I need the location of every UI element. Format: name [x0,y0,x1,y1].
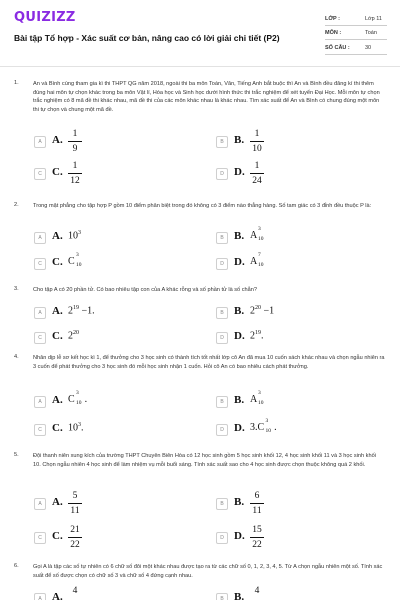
option-a[interactable]: A A. C 3 10 . [34,390,189,414]
fraction: 15 22 [250,524,264,551]
question-5: 5. Đội thanh niên xung kích của trường THPT Chuyên Biên Hòa có 12 học sinh gồm 5 học sinh khối 12, 4 học sinh khối 11 và 3 học sinh khối 10. Chọn ngẫu nhiên 4 học sinh để làm nhiệm vụ mỗi buổi sáng. Tính xác suất sao cho 4 học sinh được chọn thuộc không quá 2 khối. A A. 5 11 B B. 6 11 C C. 21 22 D D. 15 22 [14,452,386,554]
fraction: 1 12 [68,160,82,187]
option-a[interactable]: A A. $10^3$ [34,226,189,250]
question-1: 1. An và Bình cùng tham gia kì thi THPT QG năm 2018, ngoài thi ba môn Toán, Văn, Tiếng Anh bắt buộc thì An và Bình đều đăng kí thi thêm đúng hai môn tự chọn khác trong ba môn Vật lí, Hóa học và Sinh học dưới hình thức thi trắc nghiệm để xét tuyển Đại Học. Mỗi môn tự chọn trắc nghiệm có 8 mã đề thi khác nhau, mã đề thi của các môn khác nhau là khác nhau. Tìm xác suất để An và Bình có chung đúng một môn thi tự chọn và chung một mã đề. A A. 1 9 B B. 1 10 C C. 1 12 D D. 1 24 [14,80,386,190]
fraction: 5 11 [68,490,82,517]
question-6: 6. Gọi A là tập các số tự nhiên có 6 chữ số đôi một khác nhau được tạo ra từ các chữ số 0, 1, 2, 3, 4, 5. Từ A chọn ngẫu nhiên một số. Tính xác suất để số được chọn có chữ số 3 và chữ số 4 đứng cạnh nhau. A A. 4 B B. 4 [14,563,386,600]
option-b[interactable]: B B. A 3 10 [216,226,371,250]
option-d[interactable]: D D. 15 22 [216,526,371,550]
question-text: Nhân dịp lễ sơ kết học kì 1, để thưởng cho 3 học sinh có thành tích tốt nhất lớp cô An đã mua 10 cuốn sách khác nhau và chọn ngẫu nhiên ra 3 cuốn để phát thưởng cho 3 học sinh đó mỗi học sinh nhận 1 cuốn. Hỏi cô An có bao nhiêu cách phát thưởng. [33,355,385,370]
question-text: An và Bình cùng tham gia kì thi THPT QG năm 2018, ngoài thi ba môn Toán, Văn, Tiếng Anh bắt buộc thì An và Bình đều đăng kí thi thêm đúng hai môn tự chọn khác trong ba môn Vật lí, Hóa học và Sinh học dưới hình thức thi trắc nghiệm để xét tuyển Đại Học. Mỗi môn tự chọn trắc nghiệm có 8 mã đề thi khác nhau, mã đề thi của các môn khác nhau là khác nhau. Tìm xác suất để An và Bình có chung đúng một môn thi tự chọn và chung một mã đề. [33,81,380,113]
question-text: Trong mặt phẳng cho tập hợp P gồm 10 điểm phân biệt trong đó không có 3 điểm nào thẳng hàng. Số tam giác có 3 đỉnh đều thuộc P là: [33,203,372,209]
fraction: 6 11 [250,490,264,517]
question-4: 4. Nhân dịp lễ sơ kết học kì 1, để thưởng cho 3 học sinh có thành tích tốt nhất lớp cô An đã mua 10 cuốn sách khác nhau và chọn ngẫu nhiên ra 3 cuốn để phát thưởng cho 3 học sinh đó mỗi học sinh nhận 1 cuốn. Hỏi cô An có bao nhiêu cách phát thưởng. A A. C 3 10 . B B. A 3 10 C C. $10^3$. D D. 3.C 3 10 . [14,354,386,444]
option-d[interactable]: D D. 3.C 3 10 . [216,418,371,442]
question-text: Đội thanh niên xung kích của trường THPT Chuyên Biên Hòa có 12 học sinh gồm 5 học sinh khối 12, 4 học sinh khối 11 và 3 học sinh khối 10. Chọn ngẫu nhiên 4 học sinh để làm nhiệm vụ mỗi buổi sáng. Tính xác suất sao cho 4 học sinh được chọn thuộc không quá 2 khối. [33,453,376,468]
header-divider [0,66,400,67]
question-3: 3. Cho tập A có 20 phần tử. Có bao nhiêu tập con của A khác rỗng và số phần tử là số chẵn? A A. $2^{19} -1$. B B. $2^{20} -1$ C C. $2^{20}$ D D. $2^{19}$. [14,286,386,346]
option-b[interactable]: B B. A 3 10 [216,390,371,414]
option-a[interactable]: A A. 4 [34,587,189,600]
question-2: 2. Trong mặt phẳng cho tập hợp P gồm 10 điểm phân biệt trong đó không có 3 điểm nào thẳng hàng. Số tam giác có 3 đỉnh đều thuộc P là: A A. $10^3$ B B. A 3 10 C C. C 3 10 D D. A 7 10 [14,202,386,280]
fraction: 1 9 [68,128,82,155]
fraction: 4 [254,586,260,596]
option-d[interactable]: D D. A 7 10 [216,252,371,276]
worksheet-title: Bài tập Tổ hợp - Xác suất cơ bản, nâng cao có lời giải chi tiết (P2) [14,33,280,43]
option-c[interactable]: C C. 21 22 [34,526,189,550]
option-c[interactable]: C C. $10^3$. [34,418,189,442]
option-d[interactable]: D D. 1 24 [216,162,371,186]
option-d[interactable]: D D. $2^{19}$. [216,326,371,350]
option-b[interactable]: B B. 1 10 [216,130,371,154]
option-c[interactable]: C C. C 3 10 [34,252,189,276]
question-text: Gọi A là tập các số tự nhiên có 6 chữ số đôi một khác nhau được tạo ra từ các chữ số 0, 1, 2, 3, 4, 5. Từ A chọn ngẫu nhiên một số. Tính xác suất để số được chọn có chữ số 3 và chữ số 4 đứng cạnh nhau. [33,564,383,579]
option-c[interactable]: C C. $2^{20}$ [34,326,189,350]
option-a[interactable]: A A. 1 9 [34,130,189,154]
option-c[interactable]: C C. 1 12 [34,162,189,186]
fraction: 1 10 [250,128,264,155]
question-text: Cho tập A có 20 phần tử. Có bao nhiêu tập con của A khác rỗng và số phần tử là số chẵn? [33,287,257,293]
fraction: 1 24 [250,160,264,187]
option-b[interactable]: B B. 4 [216,587,371,600]
fraction: 21 22 [68,524,82,551]
option-a[interactable]: A A. $2^{19} -1$. [34,301,189,325]
option-a[interactable]: A A. 5 11 [34,492,189,516]
fraction: 4 [72,586,78,596]
worksheet-header: QUIZIZZ Bài tập Tổ hợp - Xác suất cơ bản, nâng cao có lời giải chi tiết (P2) LỚP : Lớp 11 MÔN : Toán SỐ CÂU : 30 [0,0,400,58]
quizizz-logo: QUIZIZZ [14,10,76,25]
option-b[interactable]: B B. 6 11 [216,492,371,516]
option-b[interactable]: B B. $2^{20} -1$ [216,301,371,325]
